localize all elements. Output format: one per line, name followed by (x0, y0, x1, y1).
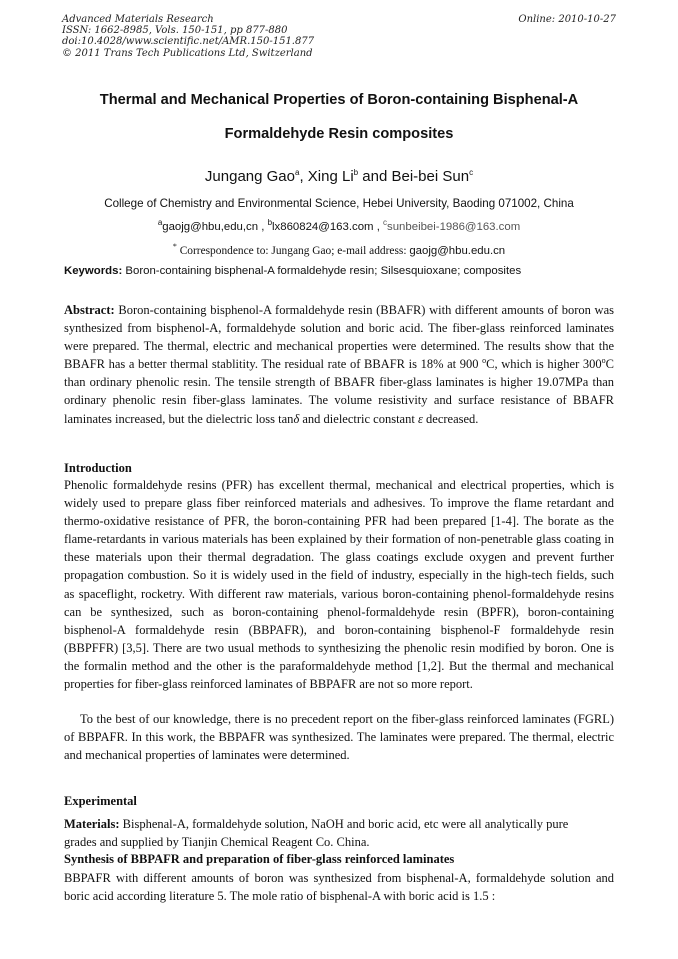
affiliation: College of Chemistry and Environmental Science, Hebei University, Baoding 071002, China (104, 197, 574, 210)
abstract-text: decreased. (422, 411, 479, 426)
paper-title-line-2: Formaldehyde Resin composites (224, 126, 454, 142)
abstract-text: Boron-containing bisphenol-A formaldehyde resin (BBAFR) with different amounts of boron was synthesized from bisphenol-A, formaldehyde solution and boric acid. The fiber-glass reinforced laminates were prepared. The thermal, electric and mechanical properties were determined. The results show that the BBAFR has a better thermal stablitity. The residual rate of BBAFR is 18% at 900 (64, 303, 614, 372)
author-name: Jungang Gao (204, 168, 295, 185)
delta-symbol: δ (293, 411, 300, 426)
author-affil-sup: a (295, 168, 300, 177)
author-affil-sup: c (469, 168, 474, 177)
copyright-line: © 2011 Trans Tech Publications Ltd, Switzerland (62, 47, 313, 59)
abstract-paragraph (64, 301, 614, 428)
paper-title-line-1: Thermal and Mechanical Properties of Boron-containing Bisphenal-A (99, 92, 579, 108)
email-sup: c (383, 218, 388, 228)
introduction-heading: Introduction (64, 461, 132, 475)
introduction-paragraph-2: To the best of our knowledge, there is no precedent report on the fiber-glass reinforced laminates (FGRL) of BBPAFR. In this work, the BBPAFR was synthesized. The laminates were prepared. The thermal, electric and mechanical properties of laminates were determined. (64, 712, 614, 763)
abstract-text: C, which is higher 300 (486, 357, 602, 372)
degree-sup: o (601, 356, 606, 366)
email-link[interactable]: gaojg@hbu,edu,cn (162, 221, 259, 233)
journal-header (62, 14, 616, 59)
online-date: Online: 2010-10-27 (518, 14, 616, 25)
correspondence-text: Correspondence to: Jungang Gao; e-mail address: (176, 245, 410, 257)
author-name: Bei-bei Sun (391, 168, 470, 185)
synthesis-subheading: Synthesis of BBPAFR and preparation of fiber-glass reinforced laminates (64, 852, 455, 866)
author-separator: , (299, 168, 308, 185)
author-name: Xing Li (307, 168, 354, 185)
email-separator: , (373, 221, 384, 233)
email-sup: b (267, 218, 273, 228)
materials-label: Materials: (64, 817, 120, 831)
email-link[interactable]: lx860824@163.com (272, 221, 374, 233)
introduction-paragraph-1: Phenolic formaldehyde resins (PFR) has excellent thermal, mechanical and electrical properties, which is widely used to prepare glass fiber reinforced materials and adhesives. To improve the flame retardant and thermo-oxidative resistance of PFR, the boron-containing PFR had been prepared [1-4]. The borate as the flame-retardants in various materials has been explained by their formation of non-penetrable glass coating in these materials upon their thermal degradation. The glass coatings exclude oxygen and prevent further propagation combustion. So it is widely used in the field of industry, especially in the high-tech fields, such as spaceflight, rocketry. With different raw materials, various boron-containing phenol-formaldehyde resins can be synthesized, such as boron-containing phenol-formaldehyde resin (BPFR), boron-containing bisphenol-A formaldehyde resin (BBPAFR), and boron-containing bisphenol-F formaldehyde resin (BBPFFR) [3,5]. There are two usual methods to synthesizing the phenolic resin modified by boron. One is the formalin method and the other is the paraformaldehyde method [1,2]. But the thermal and mechanical properties for fiber-glass reinforced laminates of BBPAFR are not so more report. (64, 478, 614, 692)
degree-sup: o (482, 356, 487, 366)
email-link[interactable]: sunbeibei-1986@163.com (387, 221, 521, 233)
abstract-text: C than ordinary phenolic resin. The tensile strength of BBAFR fiber-glass laminates is higher 19.07MPa than ordinary phenolic resin fiber-glass laminates. The volume resistivity and surface resistance of BBAFR laminates increased, but the dielectric loss tan (64, 357, 614, 426)
author-list (40, 168, 638, 185)
email-sup: a (157, 218, 163, 228)
materials-paragraph (64, 815, 594, 851)
author-emails (40, 218, 638, 233)
synthesis-paragraph: BBPAFR with different amounts of boron was synthesized from bisphenal-A, formaldehyde solution and boric acid according literature 5. The mole ratio of bisphenal-A with boric acid is 1.5 : (64, 871, 614, 904)
journal-name: Advanced Materials Research (62, 14, 214, 25)
epsilon-symbol: ε (417, 411, 423, 426)
email-separator: , (258, 221, 268, 233)
issn-line: ISSN: 1662-8985, Vols. 150-151, pp 877-880 (62, 25, 288, 37)
abstract-text: and dielectric constant (299, 411, 418, 426)
author-separator: and (358, 168, 392, 185)
author-affil-sup: b (353, 168, 359, 177)
correspondence-line (40, 242, 638, 257)
correspondence-star: * (172, 242, 177, 252)
experimental-heading: Experimental (64, 794, 137, 808)
abstract-label: Abstract: (64, 303, 115, 317)
correspondence-email-link[interactable]: gaojg@hbu.edu.cn (409, 245, 506, 257)
keywords-text: Boron-containing bisphenal-A formaldehyde resin; Silsesquioxane; composites (122, 265, 522, 277)
materials-text: Bisphenal-A, formaldehyde solution, NaOH and boric acid, etc were all analytically pure grades and supplied by Tianjin Chemical Reagent Co. China. (64, 817, 569, 850)
doi-line: doi:10.4028/www.scientific.net/AMR.150-151.877 (62, 36, 315, 48)
keywords-line (64, 265, 616, 277)
keywords-label: Keywords: (64, 265, 123, 277)
